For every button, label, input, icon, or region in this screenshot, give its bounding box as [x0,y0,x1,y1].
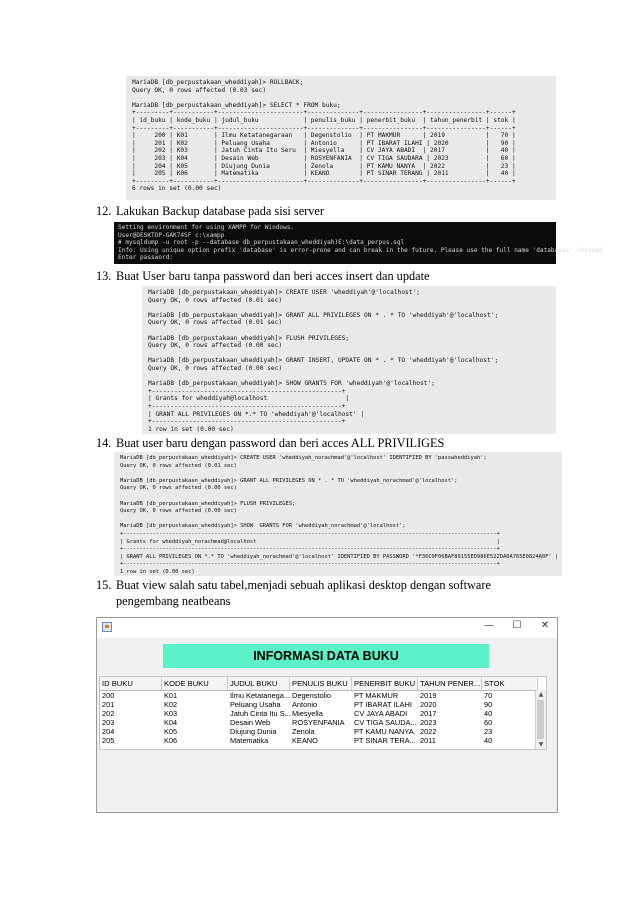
terminal-line: | 203 | K04 | Desain Web | ROSYENFANIA | CV TIGA SAUDARA | 2023 | 60 | [132,154,516,162]
desktop-app-window [96,617,558,813]
terminal-line: | GRANT ALL PRIVILEGES ON *.* TO 'wheddiyah'@'localhost' | [148,410,365,418]
table-cell: K04 [164,718,178,727]
table-cell: 40 [484,736,493,745]
terminal-line: MariaDB [db_perpustakaan_wheddiyah]> FLUSH PRIVILEGES; [120,500,296,507]
terminal-line: Query OK, 0 rows affected (0.01 sec) [148,319,283,327]
terminal-line: Setting environment for using XAMPP for Windows. [118,224,295,231]
terminal-line [148,373,550,381]
column-header[interactable]: STOK [482,677,538,690]
terminal-line [148,327,550,335]
terminal-line: 6 rows in set (0.00 sec) [132,185,222,193]
table-cell: Zenola [292,727,315,736]
minimize-button[interactable]: — [484,620,494,631]
table-header [100,677,536,691]
table-cell: ROSYENFANIA [292,718,345,727]
table-cell: Matematika [230,736,269,745]
terminal-line: | GRANT ALL PRIVILEGES ON *.* TO 'wheddiyah_norachmad'@'localhost' IDENTIFIED BY PASSWORD '*F36C9F06BAF89155ED986E522DA0A765E0824A0F' | [120,553,559,560]
scroll-down-icon[interactable]: ▼ [538,741,544,748]
table-cell: Ilmu Ketatanega... [230,691,290,700]
step-12 [96,204,596,219]
terminal-line: MariaDB [db_perpustakaan_wheddiyah]> GRANT INSERT, UPDATE ON * . * TO 'wheddiyah'@'localhost'; [148,357,499,365]
table-cell: 2011 [420,736,436,745]
table-cell: 200 [102,691,115,700]
table-cell: Antonio [292,700,318,709]
terminal-line: +-------------------------------------------------------------------------------------------------------------------+ [120,546,500,553]
terminal-line: MariaDB [db_perpustakaan_wheddiyah]> SELECT * FROM buku; [132,101,341,109]
column-header[interactable]: KODE BUKU [162,677,228,690]
terminal-line [120,516,556,524]
table-row[interactable] [100,718,536,727]
table-row[interactable] [100,736,536,745]
terminal-line: MariaDB [db_perpustakaan_wheddiyah]> GRANT ALL PRIVILEGES ON * . * TO 'wheddiyah'@'localhost'; [148,311,499,319]
step-14 [96,436,596,451]
close-button[interactable]: ✕ [540,620,550,631]
table-cell: 2022 [420,727,437,736]
terminal-line: +-------------------------------------------------------------------------------------------------------------------+ [120,530,500,537]
table-cell: 2020 [420,700,437,709]
step-number: 13. [96,269,112,283]
title-bar [97,618,557,638]
terminal-line [120,493,556,501]
table-cell: 205 [102,736,115,745]
terminal-line: Enter password: [118,254,174,262]
table-cell: K02 [164,700,178,709]
terminal-create-user-password [114,452,562,576]
table-cell: PT IBARAT ILAHI [354,700,412,709]
terminal-line: Query OK, 0 rows affected (0.00 sec) [148,364,283,372]
table-cell: 203 [102,718,115,727]
terminal-line: Query OK, 0 rows affected (0.00 sec) [120,485,237,492]
step-text-continued: pengembang neatbeans [116,594,231,608]
terminal-line: +---------------------------------------------------+ [148,402,346,410]
table-cell: Miesyella [292,709,323,718]
terminal-line: MariaDB [db_perpustakaan_wheddiyah]> SHOW GRANTS FOR 'wheddiyah'@'localhost'; [148,380,435,388]
table-cell: K01 [164,691,178,700]
terminal-line: MariaDB [db_perpustakaan_wheddiyah]> CREATE USER 'wheddiyah'@'localhost'; [148,289,420,296]
step-text: Buat view salah satu tabel,menjadi sebuah aplikasi desktop dengan software [116,578,491,592]
terminal-line: User@DESKTOP-GAK74SF c:\xampp [118,231,225,239]
cmd-backup-window [114,222,606,264]
terminal-line: | Grants for wheddiyah@localhost | [148,395,350,403]
table-cell: PT KAMU NANYA [354,727,414,736]
terminal-line [148,350,550,358]
terminal-line: +---------+-----------+-----------------------+--------------+----------------+----------------+------+ [132,109,516,117]
table-cell: Jatuh Cinta Itu S... [230,709,291,718]
table-row[interactable] [100,727,536,736]
terminal-line: | 201 | K02 | Peluang Usaha | Antonio | PT IBARAT ILAHI | 2020 | 90 | [132,139,516,147]
terminal-line: Info: Using unique option prefix 'database' is error-prone and can break in the future. Please use the full name 'databases' instead. [118,246,606,254]
table-cell: Diujung Dunia [230,727,277,736]
table-row[interactable] [100,700,536,709]
terminal-line: | 200 | K01 | Ilmu Ketatanegaraan | Degenstolio | PT MAKMUR | 2019 | 70 | [132,132,516,140]
terminal-line: +-------------------------------------------------------------------------------------------------------------------+ [120,561,500,568]
terminal-line: Query OK, 0 rows affected (0.01 sec) [148,296,283,304]
terminal-line: Query OK, 0 rows affected (0.00 sec) [120,508,237,515]
cmd-lines [118,224,606,262]
java-app-icon [102,622,112,632]
table-cell: 40 [484,709,493,718]
terminal-line: MariaDB [db_perpustakaan_wheddiyah]> ROLLBACK; [132,79,304,86]
table-cell: 2023 [420,718,437,727]
terminal-line: MariaDB [db_perpustakaan_wheddiyah]> SHOW GRANTS FOR 'wheddiyah_norachmad'@'localhost'; [120,523,406,530]
terminal-line: MariaDB [db_perpustakaan_wheddiyah]> FLUSH PRIVILEGES; [148,334,350,342]
terminal-line: +---------+-----------+-----------------------+--------------+----------------+----------------+------+ [132,177,516,185]
step-text: Buat User baru tanpa password dan beri acces insert dan update [116,269,430,283]
terminal-line: # mysqldump -u root -p --database db_perpustakaan_wheddiyah)E:\data_perpus.sql [118,239,405,247]
terminal-line: Query OK, 0 rows affected (0.00 sec) [148,342,283,350]
step-number: 14. [96,436,112,450]
terminal-line: +---------+-----------+-----------------------+--------------+----------------+----------------+------+ [132,124,516,132]
column-header[interactable]: JUDUL BUKU [228,677,290,690]
table-row[interactable] [100,691,536,700]
table-cell: 90 [484,700,493,709]
table-cell: 201 [102,700,115,709]
step-15 [96,578,596,610]
table-cell: 204 [102,727,115,736]
terminal-lines [132,79,550,193]
step-13 [96,269,596,284]
terminal-line: MariaDB [db_perpustakaan_wheddiyah]> CREATE USER 'wheddiyah_norachmad'@'localhost' IDENTIFIED BY 'passwheddiyah'; [120,455,487,461]
book-table[interactable] [99,676,547,750]
terminal-line: | 205 | K06 | Matematika | KEANO | PT SINAR TERANG | 2011 | 40 | [132,170,516,178]
column-header[interactable]: ID BUKU [100,677,162,690]
table-cell: 2019 [420,691,437,700]
terminal-line [132,94,550,102]
table-cell: CV TIGA SAUDA... [354,718,417,727]
terminal-lines [148,289,550,433]
table-row[interactable] [100,709,536,718]
column-header[interactable]: PENERBIT BUKU [352,677,418,690]
terminal-select-buku [126,76,556,200]
terminal-line: | id_buku | kode_buku | judul_buku | penulis_buku | penerbit_buku | tahun_penerbit | stok | [132,116,516,124]
table-cell: K03 [164,709,178,718]
step-text: Buat user baru dengan password dan beri acces ALL PRIVILIGES [116,436,445,450]
table-cell: PT SINAR TERA... [354,736,416,745]
terminal-line: 1 row in set (0.00 sec) [148,425,234,433]
maximize-button[interactable]: ☐ [512,620,522,631]
terminal-line: | 202 | K03 | Jatuh Cinta Itu Seru | Miesyella | CV JAYA ABADI | 2017 | 40 | [132,147,516,155]
table-cell: 2017 [420,709,437,718]
table-cell: Degenstolio [292,691,332,700]
table-cell: 23 [484,727,493,736]
terminal-line: | Grants for wheddiyah_norachmad@localhost | [120,538,500,545]
terminal-line [120,470,556,478]
column-header[interactable]: TAHUN PENER... [420,679,481,688]
scroll-thumb[interactable] [537,700,544,739]
table-cell: PT MAKMUR [354,691,399,700]
step-number: 12. [96,204,112,218]
app-title-banner: INFORMASI DATA BUKU [163,644,489,668]
vertical-scrollbar[interactable] [535,690,546,749]
terminal-line: 1 row in set (0.00 sec) [120,568,195,575]
table-cell: 60 [484,718,493,727]
table-cell: 202 [102,709,115,718]
scroll-up-icon[interactable]: ▲ [538,691,544,698]
table-cell: K05 [164,727,178,736]
terminal-line: Query OK, 0 rows affected (0.03 sec) [132,86,267,94]
table-cell: CV JAYA ABADI [354,709,408,718]
terminal-line: | 204 | K05 | Diujung Dunia | Zenola | PT KAMU NANYA | 2022 | 23 | [132,162,516,170]
terminal-line [148,304,550,312]
table-cell: Desain Web [230,718,271,727]
column-header[interactable]: PENULIS BUKU [290,677,352,690]
table-cell: K06 [164,736,178,745]
table-cell: 70 [484,691,493,700]
terminal-line: MariaDB [db_perpustakaan_wheddiyah]> GRANT ALL PRIVILEGES ON * . * TO 'wheddiyah_norachmad'@'localhost'; [120,477,458,484]
terminal-line: +---------------------------------------------------+ [148,387,346,395]
step-number: 15. [96,578,112,592]
table-cell: KEANO [292,736,318,745]
table-cell: Peluang Usaha [230,700,281,709]
terminal-line: +---------------------------------------------------+ [148,418,346,426]
step-text: Lakukan Backup database pada sisi server [116,204,324,218]
terminal-lines [120,455,559,577]
terminal-create-user [142,286,556,434]
terminal-line: Query OK, 0 rows affected (0.01 sec) [120,462,237,469]
